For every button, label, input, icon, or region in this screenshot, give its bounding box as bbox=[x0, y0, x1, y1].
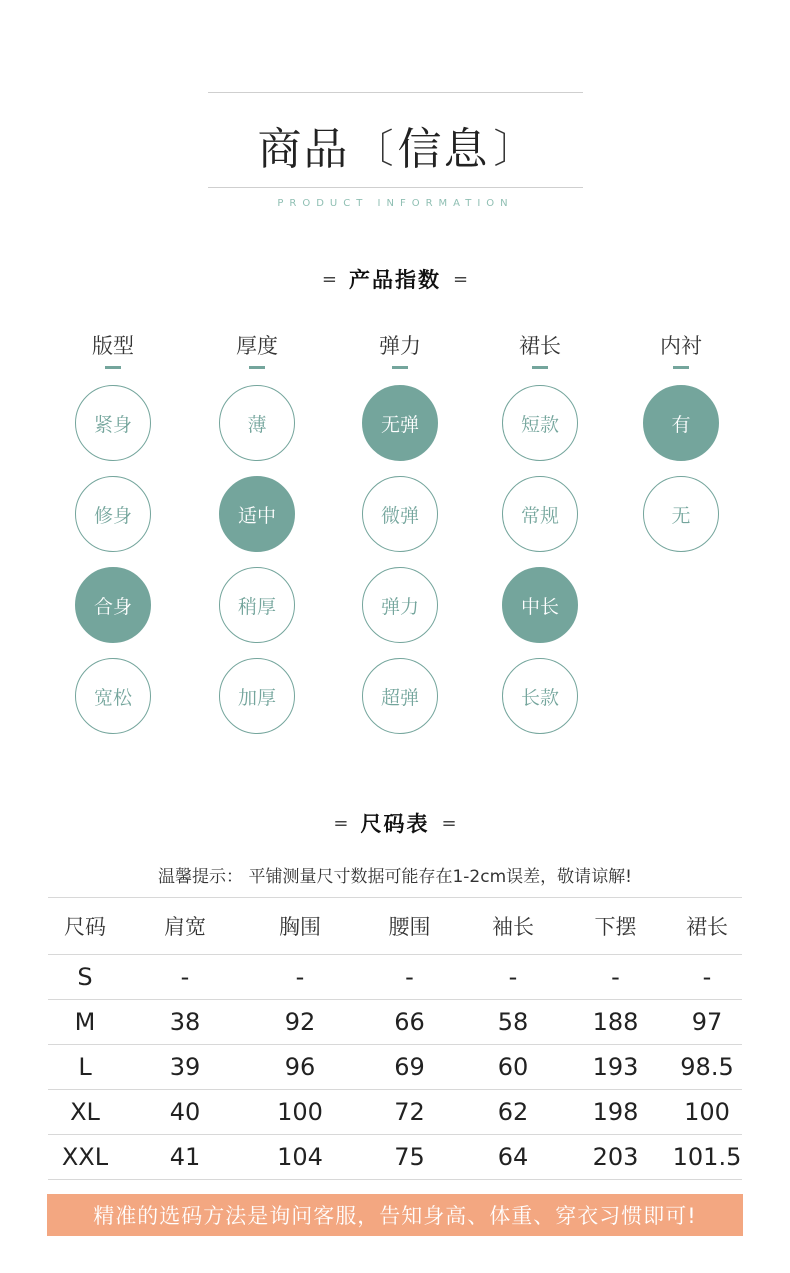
table-cell: 96 bbox=[248, 1045, 352, 1090]
col-header: 腰围 bbox=[352, 898, 467, 955]
index-column-fit bbox=[53, 330, 173, 749]
table-cell: - bbox=[248, 955, 352, 1000]
index-column-thickness bbox=[197, 330, 317, 749]
option-circle-selected: 适中 bbox=[219, 476, 295, 552]
table-cell: 101.5 bbox=[672, 1135, 742, 1180]
table-row bbox=[48, 955, 742, 1000]
col-header: 尺码 bbox=[48, 898, 122, 955]
option-circle: 常规 bbox=[502, 476, 578, 552]
option-circle: 微弹 bbox=[362, 476, 438, 552]
index-column-title: 裙长 bbox=[519, 334, 561, 358]
table-cell: L bbox=[48, 1045, 122, 1090]
table-cell: 62 bbox=[467, 1090, 559, 1135]
title-top-rule bbox=[208, 92, 583, 93]
page-subtitle: PRODUCT INFORMATION bbox=[277, 198, 514, 209]
size-chart-tip: 温馨提示： 平铺测量尺寸数据可能存在1-2cm误差，敬请谅解! bbox=[158, 867, 632, 887]
col-header: 肩宽 bbox=[122, 898, 248, 955]
table-cell: XL bbox=[48, 1090, 122, 1135]
column-underline bbox=[532, 366, 548, 369]
table-cell: 69 bbox=[352, 1045, 467, 1090]
option-circle-selected: 无弹 bbox=[362, 385, 438, 461]
index-column-title: 厚度 bbox=[236, 334, 278, 358]
page-title bbox=[208, 112, 583, 178]
product-index-title: 产品指数 bbox=[349, 268, 441, 292]
table-cell: 64 bbox=[467, 1135, 559, 1180]
column-underline bbox=[105, 366, 121, 369]
option-circle: 无 bbox=[643, 476, 719, 552]
title-right: 信息 bbox=[397, 124, 490, 175]
option-circle-selected: 合身 bbox=[75, 567, 151, 643]
table-cell: 38 bbox=[122, 1000, 248, 1045]
col-header: 袖长 bbox=[467, 898, 559, 955]
table-cell: M bbox=[48, 1000, 122, 1045]
table-cell: - bbox=[122, 955, 248, 1000]
table-cell: 60 bbox=[467, 1045, 559, 1090]
option-circle: 修身 bbox=[75, 476, 151, 552]
col-header: 下摆 bbox=[559, 898, 672, 955]
table-cell: - bbox=[467, 955, 559, 1000]
title-bracket-open: 〔 bbox=[353, 125, 394, 172]
table-cell: 75 bbox=[352, 1135, 467, 1180]
option-circle: 超弹 bbox=[362, 658, 438, 734]
table-cell: 72 bbox=[352, 1090, 467, 1135]
column-underline bbox=[249, 366, 265, 369]
table-row bbox=[48, 1000, 742, 1045]
table-cell: S bbox=[48, 955, 122, 1000]
table-cell: 92 bbox=[248, 1000, 352, 1045]
table-row bbox=[48, 1135, 742, 1180]
table-cell: 98.5 bbox=[672, 1045, 742, 1090]
table-cell: - bbox=[559, 955, 672, 1000]
table-header-row bbox=[48, 898, 742, 955]
table-cell: 100 bbox=[672, 1090, 742, 1135]
col-header: 裙长 bbox=[672, 898, 742, 955]
table-cell: 66 bbox=[352, 1000, 467, 1045]
table-cell: 58 bbox=[467, 1000, 559, 1045]
col-header: 胸围 bbox=[248, 898, 352, 955]
table-cell: 203 bbox=[559, 1135, 672, 1180]
size-chart-heading bbox=[0, 808, 790, 838]
size-table bbox=[48, 897, 742, 1180]
heading-mark-left: = bbox=[321, 268, 337, 290]
option-circle-selected: 中长 bbox=[502, 567, 578, 643]
title-left: 商品 bbox=[257, 124, 350, 175]
index-column-lining bbox=[621, 330, 741, 567]
table-cell: 39 bbox=[122, 1045, 248, 1090]
size-chart-title: 尺码表 bbox=[360, 812, 430, 836]
table-row bbox=[48, 1045, 742, 1090]
table-cell: XXL bbox=[48, 1135, 122, 1180]
title-bottom-rule bbox=[208, 187, 583, 188]
option-circle-selected: 有 bbox=[643, 385, 719, 461]
table-cell: 40 bbox=[122, 1090, 248, 1135]
heading-mark-left: = bbox=[333, 812, 349, 834]
index-column-elasticity bbox=[340, 330, 460, 749]
index-column-title: 版型 bbox=[92, 334, 134, 358]
index-column-title: 内衬 bbox=[660, 334, 702, 358]
option-circle: 加厚 bbox=[219, 658, 295, 734]
option-circle: 短款 bbox=[502, 385, 578, 461]
table-cell: 188 bbox=[559, 1000, 672, 1045]
option-circle: 稍厚 bbox=[219, 567, 295, 643]
table-cell: 193 bbox=[559, 1045, 672, 1090]
heading-mark-right: = bbox=[441, 812, 457, 834]
table-cell: 41 bbox=[122, 1135, 248, 1180]
option-circle: 薄 bbox=[219, 385, 295, 461]
index-column-title: 弹力 bbox=[379, 334, 421, 358]
table-cell: 100 bbox=[248, 1090, 352, 1135]
column-underline bbox=[673, 366, 689, 369]
title-bracket-close: 〕 bbox=[493, 125, 534, 172]
option-circle: 长款 bbox=[502, 658, 578, 734]
column-underline bbox=[392, 366, 408, 369]
table-cell: 198 bbox=[559, 1090, 672, 1135]
table-cell: - bbox=[352, 955, 467, 1000]
table-row bbox=[48, 1090, 742, 1135]
option-circle: 紧身 bbox=[75, 385, 151, 461]
option-circle: 宽松 bbox=[75, 658, 151, 734]
heading-mark-right: = bbox=[453, 268, 469, 290]
size-advice-banner: 精准的选码方法是询问客服，告知身高、体重、穿衣习惯即可! bbox=[47, 1194, 743, 1236]
option-circle: 弹力 bbox=[362, 567, 438, 643]
table-cell: 97 bbox=[672, 1000, 742, 1045]
table-cell: 104 bbox=[248, 1135, 352, 1180]
product-index-heading bbox=[0, 264, 790, 294]
table-cell: - bbox=[672, 955, 742, 1000]
index-column-skirt-length bbox=[480, 330, 600, 749]
